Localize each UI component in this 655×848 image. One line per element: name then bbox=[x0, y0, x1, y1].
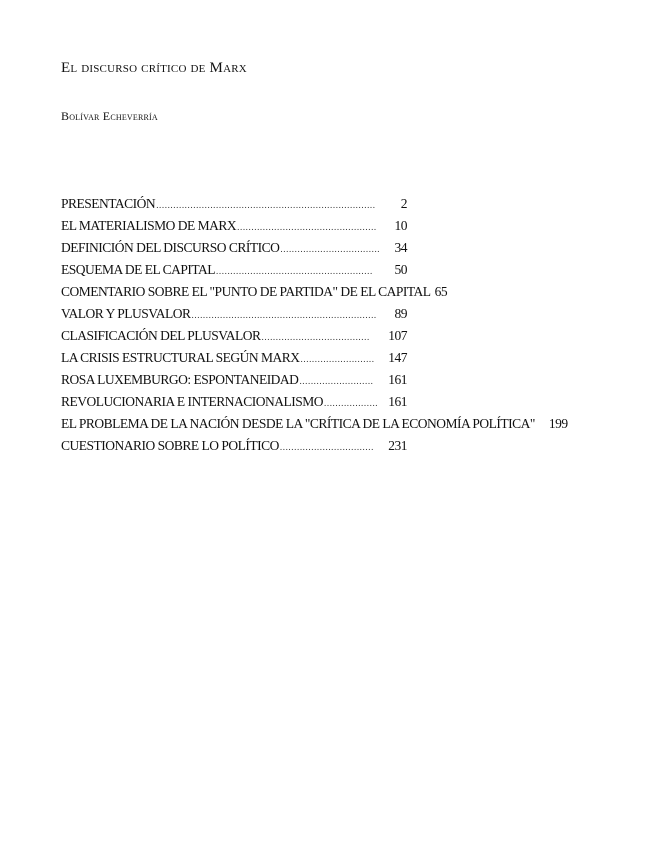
toc-entry-label: EL PROBLEMA DE LA NACIÓN DESDE LA "CRÍTICA DE LA ECONOMÍA POLÍTICA" bbox=[61, 416, 535, 431]
toc-entry-revolucionaria bbox=[61, 394, 407, 414]
book-title: El discurso crítico de Marx bbox=[61, 60, 247, 76]
toc-entry-valor bbox=[61, 306, 407, 326]
toc-dot-leader: ................... bbox=[324, 398, 379, 408]
toc-entry-materialismo bbox=[61, 218, 407, 238]
toc-page-number: 199 bbox=[548, 416, 568, 431]
toc-entry-comentario bbox=[61, 284, 447, 304]
toc-entry-crisis bbox=[61, 350, 407, 370]
toc-dot-leader: ................................... bbox=[280, 244, 381, 254]
toc-dot-leader: ................................................................. bbox=[191, 310, 377, 320]
toc-dot-leader: ................................. bbox=[279, 442, 374, 452]
toc-entry-problema-nacion bbox=[61, 416, 568, 436]
toc-entry-presentacion bbox=[61, 196, 407, 216]
toc-entry-label: ROSA LUXEMBURGO: ESPONTANEIDAD bbox=[61, 372, 299, 387]
toc-page-number: 65 bbox=[434, 284, 448, 299]
toc-dot-leader: ............................................................................. bbox=[156, 200, 376, 210]
toc-dot-leader: ................................................. bbox=[237, 222, 377, 232]
book-author: Bolívar Echeverría bbox=[61, 109, 158, 123]
toc-page-number: 2 bbox=[400, 196, 407, 211]
toc-entry-label: VALOR Y PLUSVALOR bbox=[61, 306, 191, 321]
toc-entry-label: CLASIFICACIÓN DEL PLUSVALOR bbox=[61, 328, 261, 343]
toc-entry-cuestionario bbox=[61, 438, 407, 458]
toc-page-number: 161 bbox=[388, 372, 407, 387]
toc-page-number: 89 bbox=[394, 306, 407, 321]
toc-dot-leader: ...................................... bbox=[261, 332, 370, 342]
toc-page-number: 50 bbox=[394, 262, 407, 277]
toc-dot-leader: .......................... bbox=[299, 376, 374, 386]
toc-entry-definicion bbox=[61, 240, 407, 260]
toc-page-number: 10 bbox=[394, 218, 407, 233]
toc-entry-clasificacion bbox=[61, 328, 407, 348]
toc-page-number: 231 bbox=[388, 438, 407, 453]
toc-page-number: 107 bbox=[388, 328, 407, 343]
toc-entry-label: REVOLUCIONARIA E INTERNACIONALISMO bbox=[61, 394, 323, 409]
toc-dot-leader: .......................... bbox=[300, 354, 375, 364]
toc-page-number: 34 bbox=[394, 240, 407, 255]
toc-entry-label: LA CRISIS ESTRUCTURAL SEGÚN MARX bbox=[61, 350, 300, 365]
toc-entry-rosa-luxemburgo bbox=[61, 372, 407, 392]
toc-dot-leader: ....................................................... bbox=[216, 266, 373, 276]
toc-page-number: 161 bbox=[388, 394, 407, 409]
toc-entry-label: ESQUEMA DE EL CAPITAL bbox=[61, 262, 216, 277]
toc-page-number: 147 bbox=[388, 350, 407, 365]
toc-entry-label: CUESTIONARIO SOBRE LO POLÍTICO bbox=[61, 438, 279, 453]
toc-entry-label: DEFINICIÓN DEL DISCURSO CRÍTICO bbox=[61, 240, 280, 255]
toc-entry-esquema bbox=[61, 262, 407, 282]
toc-entry-label: COMENTARIO SOBRE EL "PUNTO DE PARTIDA" DE EL CAPITAL bbox=[61, 284, 431, 299]
toc-entry-label: EL MATERIALISMO DE MARX bbox=[61, 218, 237, 233]
toc-entry-label: PRESENTACIÓN bbox=[61, 196, 156, 211]
